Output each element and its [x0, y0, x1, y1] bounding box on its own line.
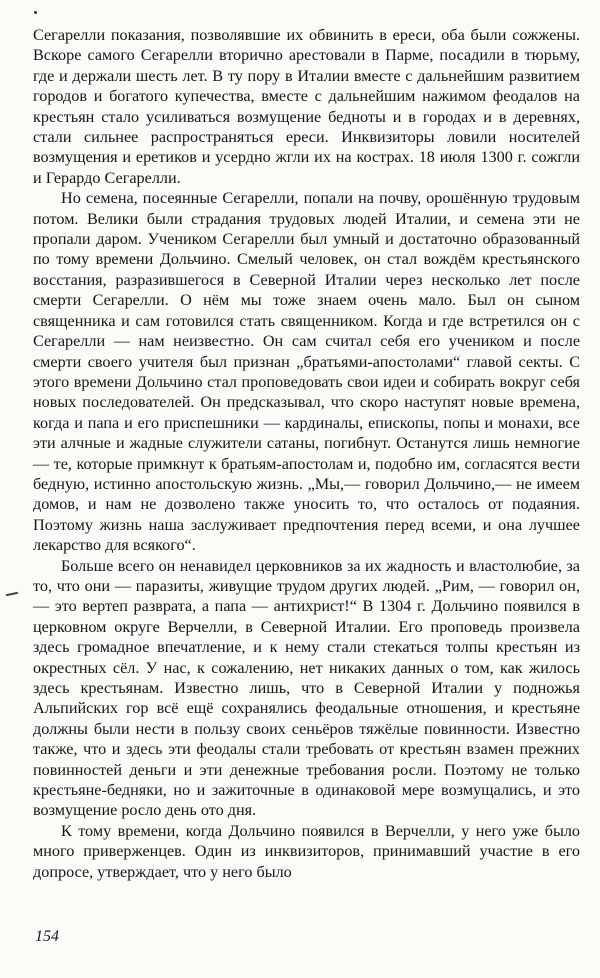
paragraph: К тому времени, когда Дольчино появился в Верчелли, у него уже было много приверженцев. Один из инквизиторов, принимавший участие в его допросе, утверждает, что у него было: [33, 821, 580, 881]
margin-mark: [6, 592, 18, 596]
paragraph: Больше всего он ненавидел церковников за их жадность и властолюбие, за то, что они — паразиты, живущие трудом других людей. „Рим, — говорил он,— это вертеп разврата, а папа — антихрист!“ В 1304 г. Дольчино появился в церковном округе Верчелли, в Северной Италии. Его проповедь произвела здесь громадное впечатление, и к нему стали стекаться толпы крестьян из окрестных сёл. У нас, к сожалению, нет никаких данных о том, как жилось здесь крестьянам. Известно лишь, что в Северной Италии у подножья Альпийских гор всё ещё сохранялись феодальные отношения, и крестьяне должны были нести в пользу своих сеньёров тяжёлые повинности. Известно также, что и здесь эти феодалы стали требовать от крестьян взамен прежних повинностей деньги и эти денежные требования росли. Поэтому не только крестьяне-бедняки, но и зажиточные в одинаковой мере возмущались, и это возмущение росло день ото дня.: [33, 556, 580, 820]
body-text: [33, 25, 580, 882]
paragraph: Но семена, посеянные Сегарелли, попали на почву, орошённую трудовым потом. Велики были страдания трудовых людей Италии, и семена эти не пропали даром. Учеником Сегарелли был умный и достаточно образованный по тому времени Дольчино. Смелый человек, он стал вождём крестьянского восстания, разразившегося в Северной Италии через несколько лет после смерти Сегарелли. О нём мы тоже знаем очень мало. Был он сыном священника и сам готовился стать священником. Когда и где встретился он с Сегарелли — нам неизвестно. Он сам считал себя его учеником и после смерти своего учителя был признан „братьями-апостолами“ главой секты. С этого времени Дольчино стал проповедовать свои идеи и собирать вокруг себя новых последователей. Он предсказывал, что скоро наступят новые времена, когда и папа и его приспешники — кардиналы, епископы, попы и монахи, все эти алчные и жадные служители сатаны, погибнут. Останутся лишь немногие — те, которые примкнут к братьям-апостолам и, подобно им, согласятся вести бедную, истинно апостольскую жизнь. „Мы,— говорил Дольчино,— не имеем домов, и нам не дозволено также уносить то, что осталось от подаяния. Поэтому жизнь наша заслуживает предпочтения перед всеми, и она лучшее лекарство для всякого“.: [33, 189, 580, 555]
page-number: 154: [35, 928, 59, 945]
print-speck: [34, 11, 37, 14]
paragraph-continuation: Сегарелли показания, позволявшие их обвинить в ереси, оба были сожжены. Вскоре самого Сегарелли вторично арестовали в Парме, посадили в тюрьму, где и держали шесть лет. В ту пору в Италии вместе с дальнейшим развитием городов и богатого купечества, вместе с дальнейшим нажимом феодалов на крестьян стало усиливаться возмущение бедноты и в городах и в деревнях, стали сильнее распространяться ереси. Инквизиторы ловили носителей возмущения и еретиков и усердно жгли их на кострах. 18 июля 1300 г. сожгли и Герардо Сегарелли.: [33, 26, 580, 187]
